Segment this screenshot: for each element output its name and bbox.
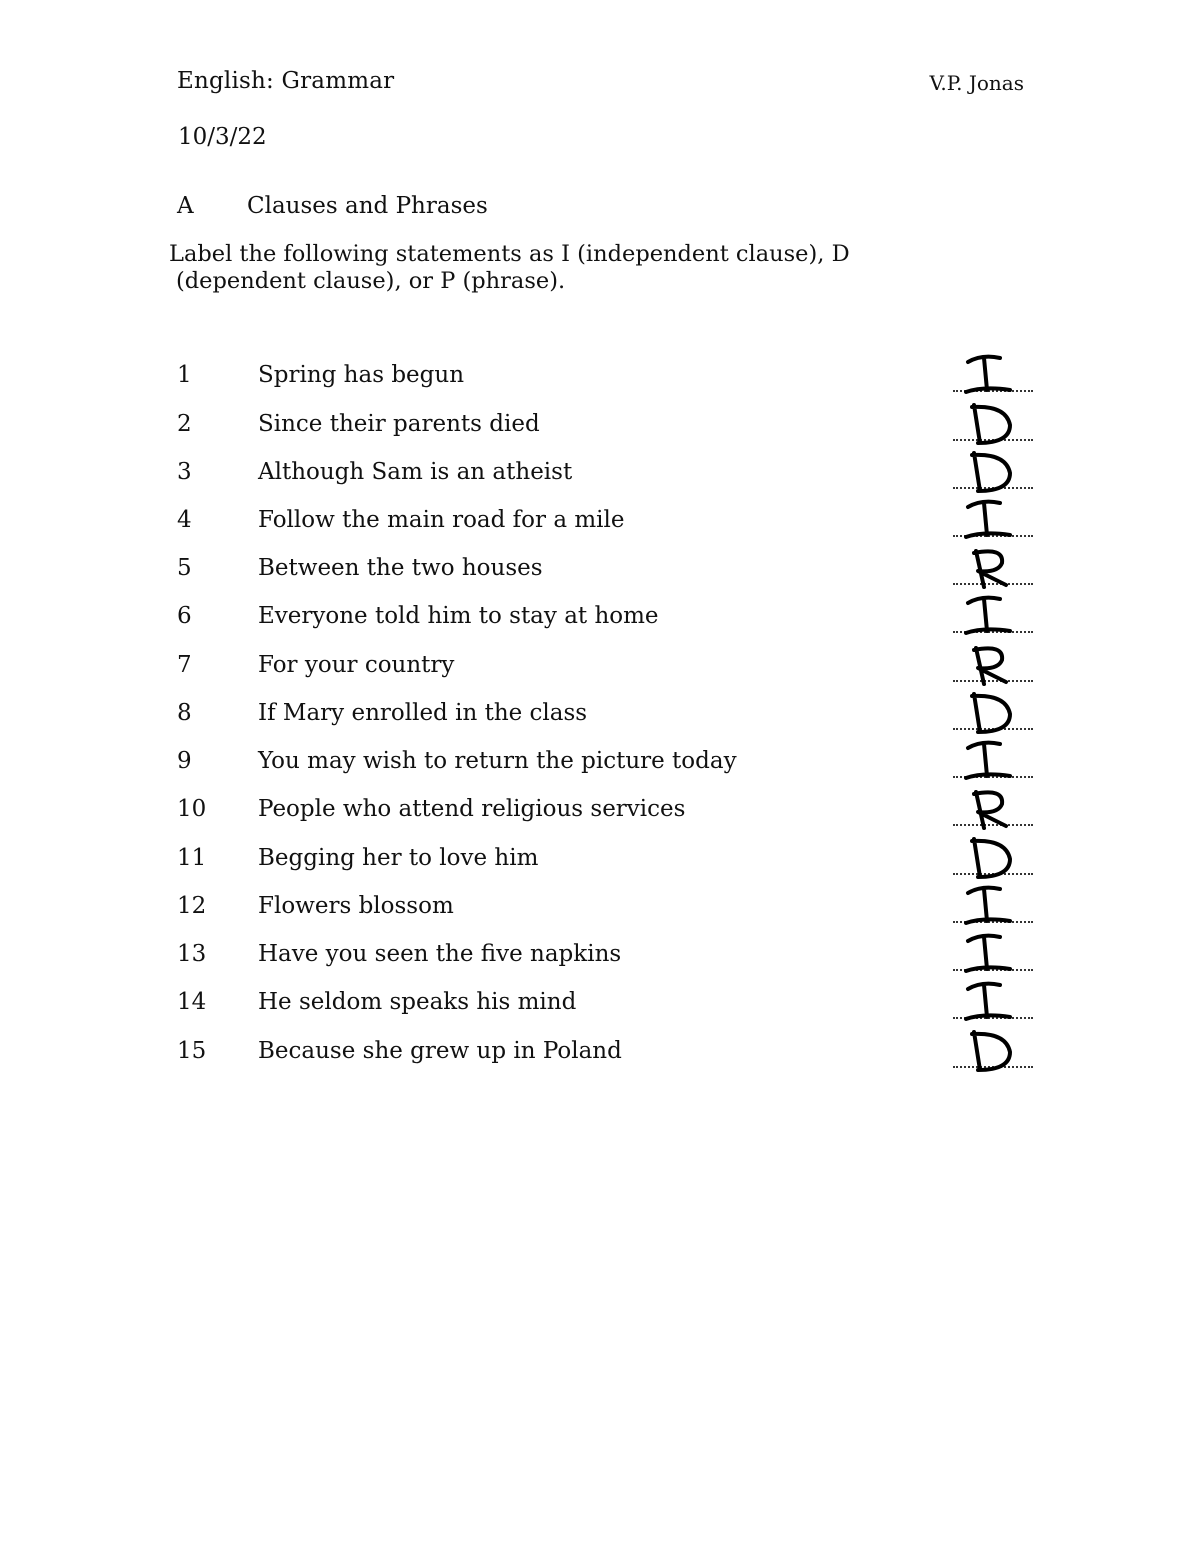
- section-title: Clauses and Phrases: [247, 193, 488, 219]
- question-row: [177, 362, 1047, 392]
- question-row: [177, 845, 1047, 875]
- question-text: Although Sam is an atheist: [258, 459, 573, 485]
- question-number: 12: [177, 893, 207, 919]
- question-row: [177, 652, 1047, 682]
- handwritten-answer: [955, 881, 1025, 929]
- question-text: Between the two houses: [258, 555, 543, 581]
- question-number: 10: [177, 796, 207, 822]
- handwritten-answer: [955, 495, 1025, 543]
- question-row: [177, 555, 1047, 585]
- question-number: 7: [177, 652, 192, 678]
- question-row: [177, 603, 1047, 633]
- question-number: 4: [177, 507, 192, 533]
- handwritten-answer: [955, 640, 1025, 688]
- question-number: 8: [177, 700, 192, 726]
- handwritten-answer: [955, 833, 1025, 881]
- question-number: 14: [177, 989, 207, 1015]
- question-number: 3: [177, 459, 192, 485]
- question-number: 9: [177, 748, 192, 774]
- handwritten-answer: [955, 543, 1025, 591]
- handwritten-answer: [955, 591, 1025, 639]
- subject-title: English: Grammar: [177, 68, 395, 94]
- question-number: 6: [177, 603, 192, 629]
- question-text: He seldom speaks his mind: [258, 989, 577, 1015]
- handwritten-answer: [955, 688, 1025, 736]
- question-row: [177, 507, 1047, 537]
- question-row: [177, 796, 1047, 826]
- handwritten-answer: [955, 977, 1025, 1025]
- question-row: [177, 459, 1047, 489]
- question-number: 5: [177, 555, 192, 581]
- question-text: If Mary enrolled in the class: [258, 700, 588, 726]
- question-text: Flowers blossom: [258, 893, 454, 919]
- date: 10/3/22: [178, 124, 267, 150]
- question-text: Everyone told him to stay at home: [258, 603, 659, 629]
- handwritten-answer: [955, 447, 1025, 495]
- question-row: [177, 893, 1047, 923]
- question-number: 2: [177, 411, 192, 437]
- question-text: People who attend religious services: [258, 796, 686, 822]
- question-text: Begging her to love him: [258, 845, 539, 871]
- handwritten-answer: [955, 929, 1025, 977]
- question-number: 11: [177, 845, 207, 871]
- question-text: For your country: [258, 652, 455, 678]
- question-number: 13: [177, 941, 207, 967]
- question-row: [177, 1038, 1047, 1068]
- handwritten-answer: [955, 784, 1025, 832]
- question-text: You may wish to return the picture today: [258, 748, 737, 774]
- question-number: 1: [177, 362, 192, 388]
- handwritten-answer: [955, 736, 1025, 784]
- question-text: Follow the main road for a mile: [258, 507, 625, 533]
- question-text: Spring has begun: [258, 362, 465, 388]
- section-heading: [177, 193, 488, 219]
- handwritten-answer: [955, 1026, 1025, 1074]
- handwritten-answer: [955, 350, 1025, 398]
- question-row: [177, 748, 1047, 778]
- question-row: [177, 989, 1047, 1019]
- instructions-line-1: Label the following statements as I (independent clause), D: [169, 241, 850, 267]
- question-number: 15: [177, 1038, 207, 1064]
- handwritten-answer: [955, 399, 1025, 447]
- question-text: Have you seen the five napkins: [258, 941, 622, 967]
- question-row: [177, 411, 1047, 441]
- instructions: [169, 241, 929, 295]
- section-letter: A: [177, 193, 194, 219]
- question-row: [177, 941, 1047, 971]
- author-name: V.P. Jonas: [929, 71, 1024, 95]
- instructions-line-2: (dependent clause), or P (phrase).: [176, 268, 566, 294]
- question-text: Since their parents died: [258, 411, 540, 437]
- question-row: [177, 700, 1047, 730]
- question-text: Because she grew up in Poland: [258, 1038, 622, 1064]
